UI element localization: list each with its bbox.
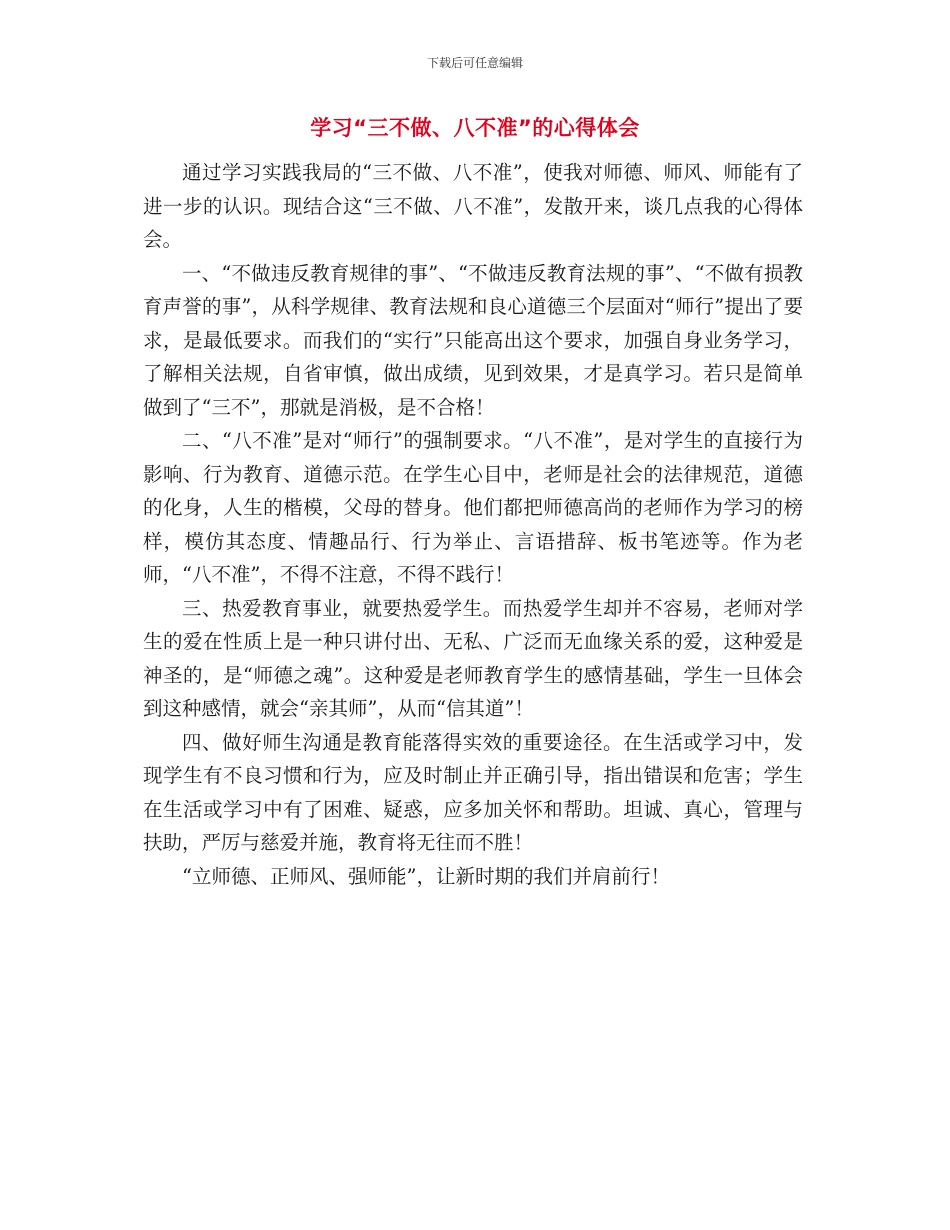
paragraph-point-one: 一、“不做违反教育规律的事”、“不做违反教育法规的事”、“不做有损教育声誉的事”，从科学规律、教育法规和良心道德三个层面对“师行”提出了要求，是最低要求。而我们的“实行”只能高出这个要求，加强自身业务学习，了解相关法规，自省审慎，做出成绩，见到效果，才是真学习。若只是简单做到了“三不”，那就是消极，是不合格！ [143, 261, 803, 419]
paragraph-intro: 通过学习实践我局的“三不做、八不准”，使我对师德、师风、师能有了进一步的认识。现结合这“三不做、八不准”，发散开来，谈几点我的心得体会。 [143, 161, 803, 251]
header-note: 下载后可任意编辑 [426, 56, 523, 70]
document-body [143, 156, 803, 893]
paragraph-point-two: 二、“八不准”是对“师行”的强制要求。“八不准”，是对学生的直接行为影响、行为教育、道德示范。在学生心目中，老师是社会的法律规范，道德的化身，人生的楷模，父母的替身。他们都把师德高尚的老师作为学习的榜样，模仿其态度、情趣品行、行为举止、言语措辞、板书笔迹等。作为老师，“八不准”，不得不注意，不得不践行！ [143, 429, 803, 586]
paragraph-closing: “立师德、正师风、强师能”，让新时期的我们并肩前行！ [182, 864, 670, 888]
paragraph-point-four: 四、做好师生沟通是教育能落得实效的重要途径。在生活或学习中，发现学生有不良习惯和行为，应及时制止并正确引导，指出错误和危害；学生在生活或学习中有了困难、疑惑，应多加关怀和帮助。坦诚、真心，管理与扶助，严厉与慈爱并施，教育将无往而不胜！ [143, 730, 803, 854]
paragraph-point-three: 三、热爱教育事业，就要热爱学生。而热爱学生却并不容易，老师对学生的爱在性质上是一种只讲付出、无私、广泛而无血缘关系的爱，这种爱是神圣的，是“师德之魂”。这种爱是老师教育学生的感情基础，学生一旦体会到这种感情，就会“亲其师”，从而“信其道”！ [143, 596, 803, 720]
document-title: 学习“三不做、八不准”的心得体会 [310, 116, 640, 140]
